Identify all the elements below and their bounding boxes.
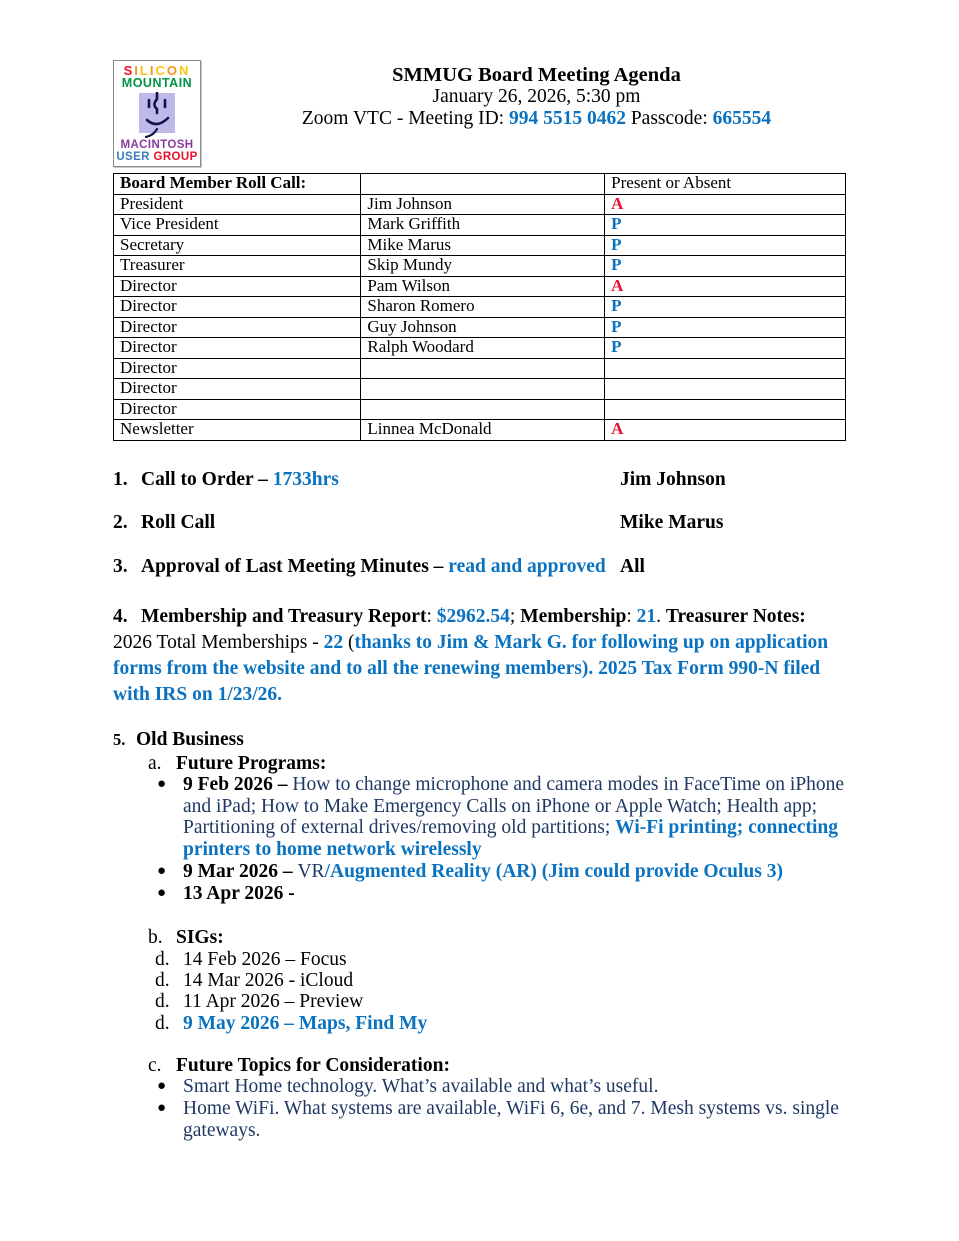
- table-row: [114, 399, 846, 420]
- program-highlight: Wi-Fi printing; connecting printers to home network wirelessly: [183, 817, 838, 861]
- item-label: Approval of Last Meeting Minutes –: [141, 555, 449, 577]
- empty-header-cell: [361, 174, 605, 195]
- bullet-icon: ●: [157, 1100, 167, 1117]
- agenda-item-5: [113, 729, 846, 751]
- smmug-logo: [113, 60, 201, 167]
- page-title: SMMUG Board Meeting Agenda: [392, 64, 681, 86]
- sig-text: 14 Feb 2026 – Focus: [183, 948, 347, 970]
- item-number: 1.: [113, 468, 128, 490]
- list-marker: d.: [155, 991, 170, 1013]
- item-number: 2.: [113, 512, 128, 533]
- role-cell: Director: [114, 297, 361, 318]
- status-cell: [605, 399, 846, 420]
- membership-count: 21: [636, 606, 657, 627]
- item-owner: Mike Marus: [620, 512, 724, 533]
- status-cell: [605, 379, 846, 400]
- sigs-label: SIGs:: [176, 927, 224, 949]
- sig-item: [113, 970, 846, 991]
- name-cell: Ralph Woodard: [361, 338, 605, 359]
- role-cell: Secretary: [114, 235, 361, 256]
- list-marker: d.: [155, 948, 170, 970]
- table-row: [114, 215, 846, 236]
- program-item-mar: ● 9 Mar 2026 – VR/Augmented Reality (AR) (Jim could provide Oculus 3): [157, 860, 783, 882]
- table-row: [114, 420, 846, 441]
- program-date: 9 Feb 2026: [183, 774, 273, 795]
- sig-item: [113, 949, 846, 970]
- role-cell: Director: [114, 379, 361, 400]
- header-text-block: [201, 60, 846, 130]
- role-cell: President: [114, 194, 361, 215]
- agenda-item-3: [113, 556, 846, 578]
- program-date: 9 Mar 2026: [183, 860, 278, 882]
- item-label: Call to Order –: [141, 468, 273, 490]
- sig-text: 11 Apr 2026 – Preview: [183, 991, 364, 1013]
- agenda-item-2: [113, 512, 846, 534]
- status-cell: P: [605, 338, 846, 359]
- logo-macintosh-text: MACINTOSH: [120, 139, 194, 151]
- program-description: VR: [297, 860, 325, 882]
- passcode-label: Passcode:: [625, 108, 713, 129]
- program-highlight: /Augmented Reality (AR) (Jim could provide Oculus 3): [324, 860, 783, 882]
- document-header: [113, 60, 846, 167]
- table-row: [114, 338, 846, 359]
- logo-user-text: USER: [116, 151, 150, 163]
- roll-call-table: [113, 173, 846, 441]
- bullet-icon: ●: [157, 862, 167, 879]
- sig-text: 14 Mar 2026 - iCloud: [183, 970, 354, 992]
- total-memberships: 22: [323, 632, 344, 653]
- table-row: [114, 276, 846, 297]
- topic-item: [113, 1076, 846, 1098]
- list-marker: d.: [155, 970, 170, 992]
- program-description: How to change microphone and camera modes in FaceTime on iPhone and iPad; How to Make Emergency Calls on iPhone or Apple Watch; Health app; Partitioning of external drives/removing old partitions;: [183, 774, 845, 839]
- role-cell: Director: [114, 276, 361, 297]
- status-cell: A: [605, 420, 846, 441]
- agenda-item-1: [113, 469, 846, 491]
- zoom-meeting-info: [227, 108, 846, 130]
- table-row: [114, 297, 846, 318]
- passcode: 665554: [712, 108, 772, 129]
- status-cell: P: [605, 235, 846, 256]
- status-cell: A: [605, 276, 846, 297]
- bullet-icon: ●: [157, 776, 167, 792]
- name-cell: Mike Marus: [361, 235, 605, 256]
- item-value: read and approved: [448, 555, 606, 577]
- table-row: [114, 358, 846, 379]
- sig-item: [113, 991, 846, 1012]
- list-marker: d.: [155, 1012, 170, 1034]
- status-cell: P: [605, 297, 846, 318]
- sub-marker: b.: [148, 927, 163, 949]
- name-cell: [361, 379, 605, 400]
- item-number: 5.: [113, 730, 126, 749]
- program-item-feb: ● 9 Feb 2026 – How to change microphone and camera modes in FaceTime on iPhone and iPad; How to Make Emergency Calls on iPhone or Apple Watch; Health app; Partitioning of external drives/removing old partitions; Wi-Fi printing; connecting printers to home network wirelessly: [157, 774, 845, 861]
- bullet-icon: ●: [157, 1078, 167, 1095]
- name-cell: [361, 358, 605, 379]
- future-programs-heading: [113, 753, 846, 775]
- item-value: 1733hrs: [272, 468, 339, 490]
- table-row: [114, 317, 846, 338]
- role-cell: Director: [114, 399, 361, 420]
- old-business-title: Old Business: [136, 729, 244, 750]
- item-number: 4.: [113, 606, 128, 627]
- name-cell: Sharon Romero: [361, 297, 605, 318]
- role-cell: Treasurer: [114, 256, 361, 277]
- logo-usergroup-text: [116, 151, 197, 164]
- treasurer-note: thanks to Jim & Mark G. for following up on application forms from the website and to all the renewing members). 2025 Tax Form 990-N filed with IRS on 1/23/26.: [113, 632, 829, 705]
- sub-marker: c.: [148, 1054, 162, 1076]
- topic-item: [113, 1098, 846, 1141]
- table-row: [114, 194, 846, 215]
- role-cell: Director: [114, 317, 361, 338]
- topic-text: Home WiFi. What systems are available, WiFi 6, 6e, and 7. Mesh systems vs. single gateways.: [183, 1098, 839, 1141]
- bullet-icon: ●: [157, 884, 167, 901]
- mac-finder-face-icon: [134, 92, 180, 138]
- program-date: 13 Apr 2026 -: [183, 882, 295, 904]
- logo-group-text: GROUP: [153, 151, 198, 163]
- item-number: 3.: [113, 555, 128, 577]
- logo-mountain-text: MOUNTAIN: [121, 76, 193, 90]
- treasury-amount: $2962.54: [436, 606, 510, 627]
- zoom-prefix: Zoom VTC - Meeting ID:: [301, 108, 509, 129]
- name-cell: Mark Griffith: [361, 215, 605, 236]
- name-cell: Jim Johnson: [361, 194, 605, 215]
- rollcall-title-cell: Board Member Roll Call:: [114, 174, 361, 195]
- sub-marker: a.: [148, 752, 162, 774]
- status-cell: [605, 358, 846, 379]
- sigs-heading: [113, 927, 846, 949]
- name-cell: Pam Wilson: [361, 276, 605, 297]
- role-cell: Vice President: [114, 215, 361, 236]
- name-cell: Linnea McDonald: [361, 420, 605, 441]
- logo-silicon-text: SILICON: [123, 63, 191, 78]
- item-owner: Jim Johnson: [620, 468, 726, 490]
- meeting-id: 994 5515 0462: [508, 108, 626, 129]
- name-cell: Guy Johnson: [361, 317, 605, 338]
- role-cell: Newsletter: [114, 420, 361, 441]
- program-item-apr: [113, 883, 846, 905]
- status-cell: P: [605, 215, 846, 236]
- topic-text: Smart Home technology. What’s available and what’s useful.: [183, 1076, 659, 1098]
- present-absent-header-cell: Present or Absent: [605, 174, 846, 195]
- role-cell: Director: [114, 338, 361, 359]
- future-topics-label: Future Topics for Consideration:: [176, 1054, 450, 1076]
- table-row: [114, 379, 846, 400]
- table-header-row: [114, 174, 846, 195]
- future-topics-heading: [113, 1055, 846, 1077]
- meeting-date: January 26, 2026, 5:30 pm: [432, 86, 641, 107]
- status-cell: P: [605, 256, 846, 277]
- future-programs-label: Future Programs:: [176, 752, 327, 774]
- sig-text: 9 May 2026 – Maps, Find My: [183, 1012, 428, 1034]
- status-cell: A: [605, 194, 846, 215]
- sig-item: [113, 1013, 846, 1034]
- role-cell: Director: [114, 358, 361, 379]
- name-cell: Skip Mundy: [361, 256, 605, 277]
- table-row: [114, 235, 846, 256]
- status-cell: P: [605, 317, 846, 338]
- item-owner: All: [620, 555, 645, 577]
- item-label: Roll Call: [141, 512, 216, 533]
- table-row: [114, 256, 846, 277]
- name-cell: [361, 399, 605, 420]
- agenda-item-4: 4. Membership and Treasury Report: $2962.54; Membership: 21. Treasurer Notes: 2026 Total Memberships - 22 (thanks to Jim & Mark G. for following up on application forms from the website and to all the renewing members). 2025 Tax Form 990-N filed with IRS on 1/23/26.: [113, 606, 829, 705]
